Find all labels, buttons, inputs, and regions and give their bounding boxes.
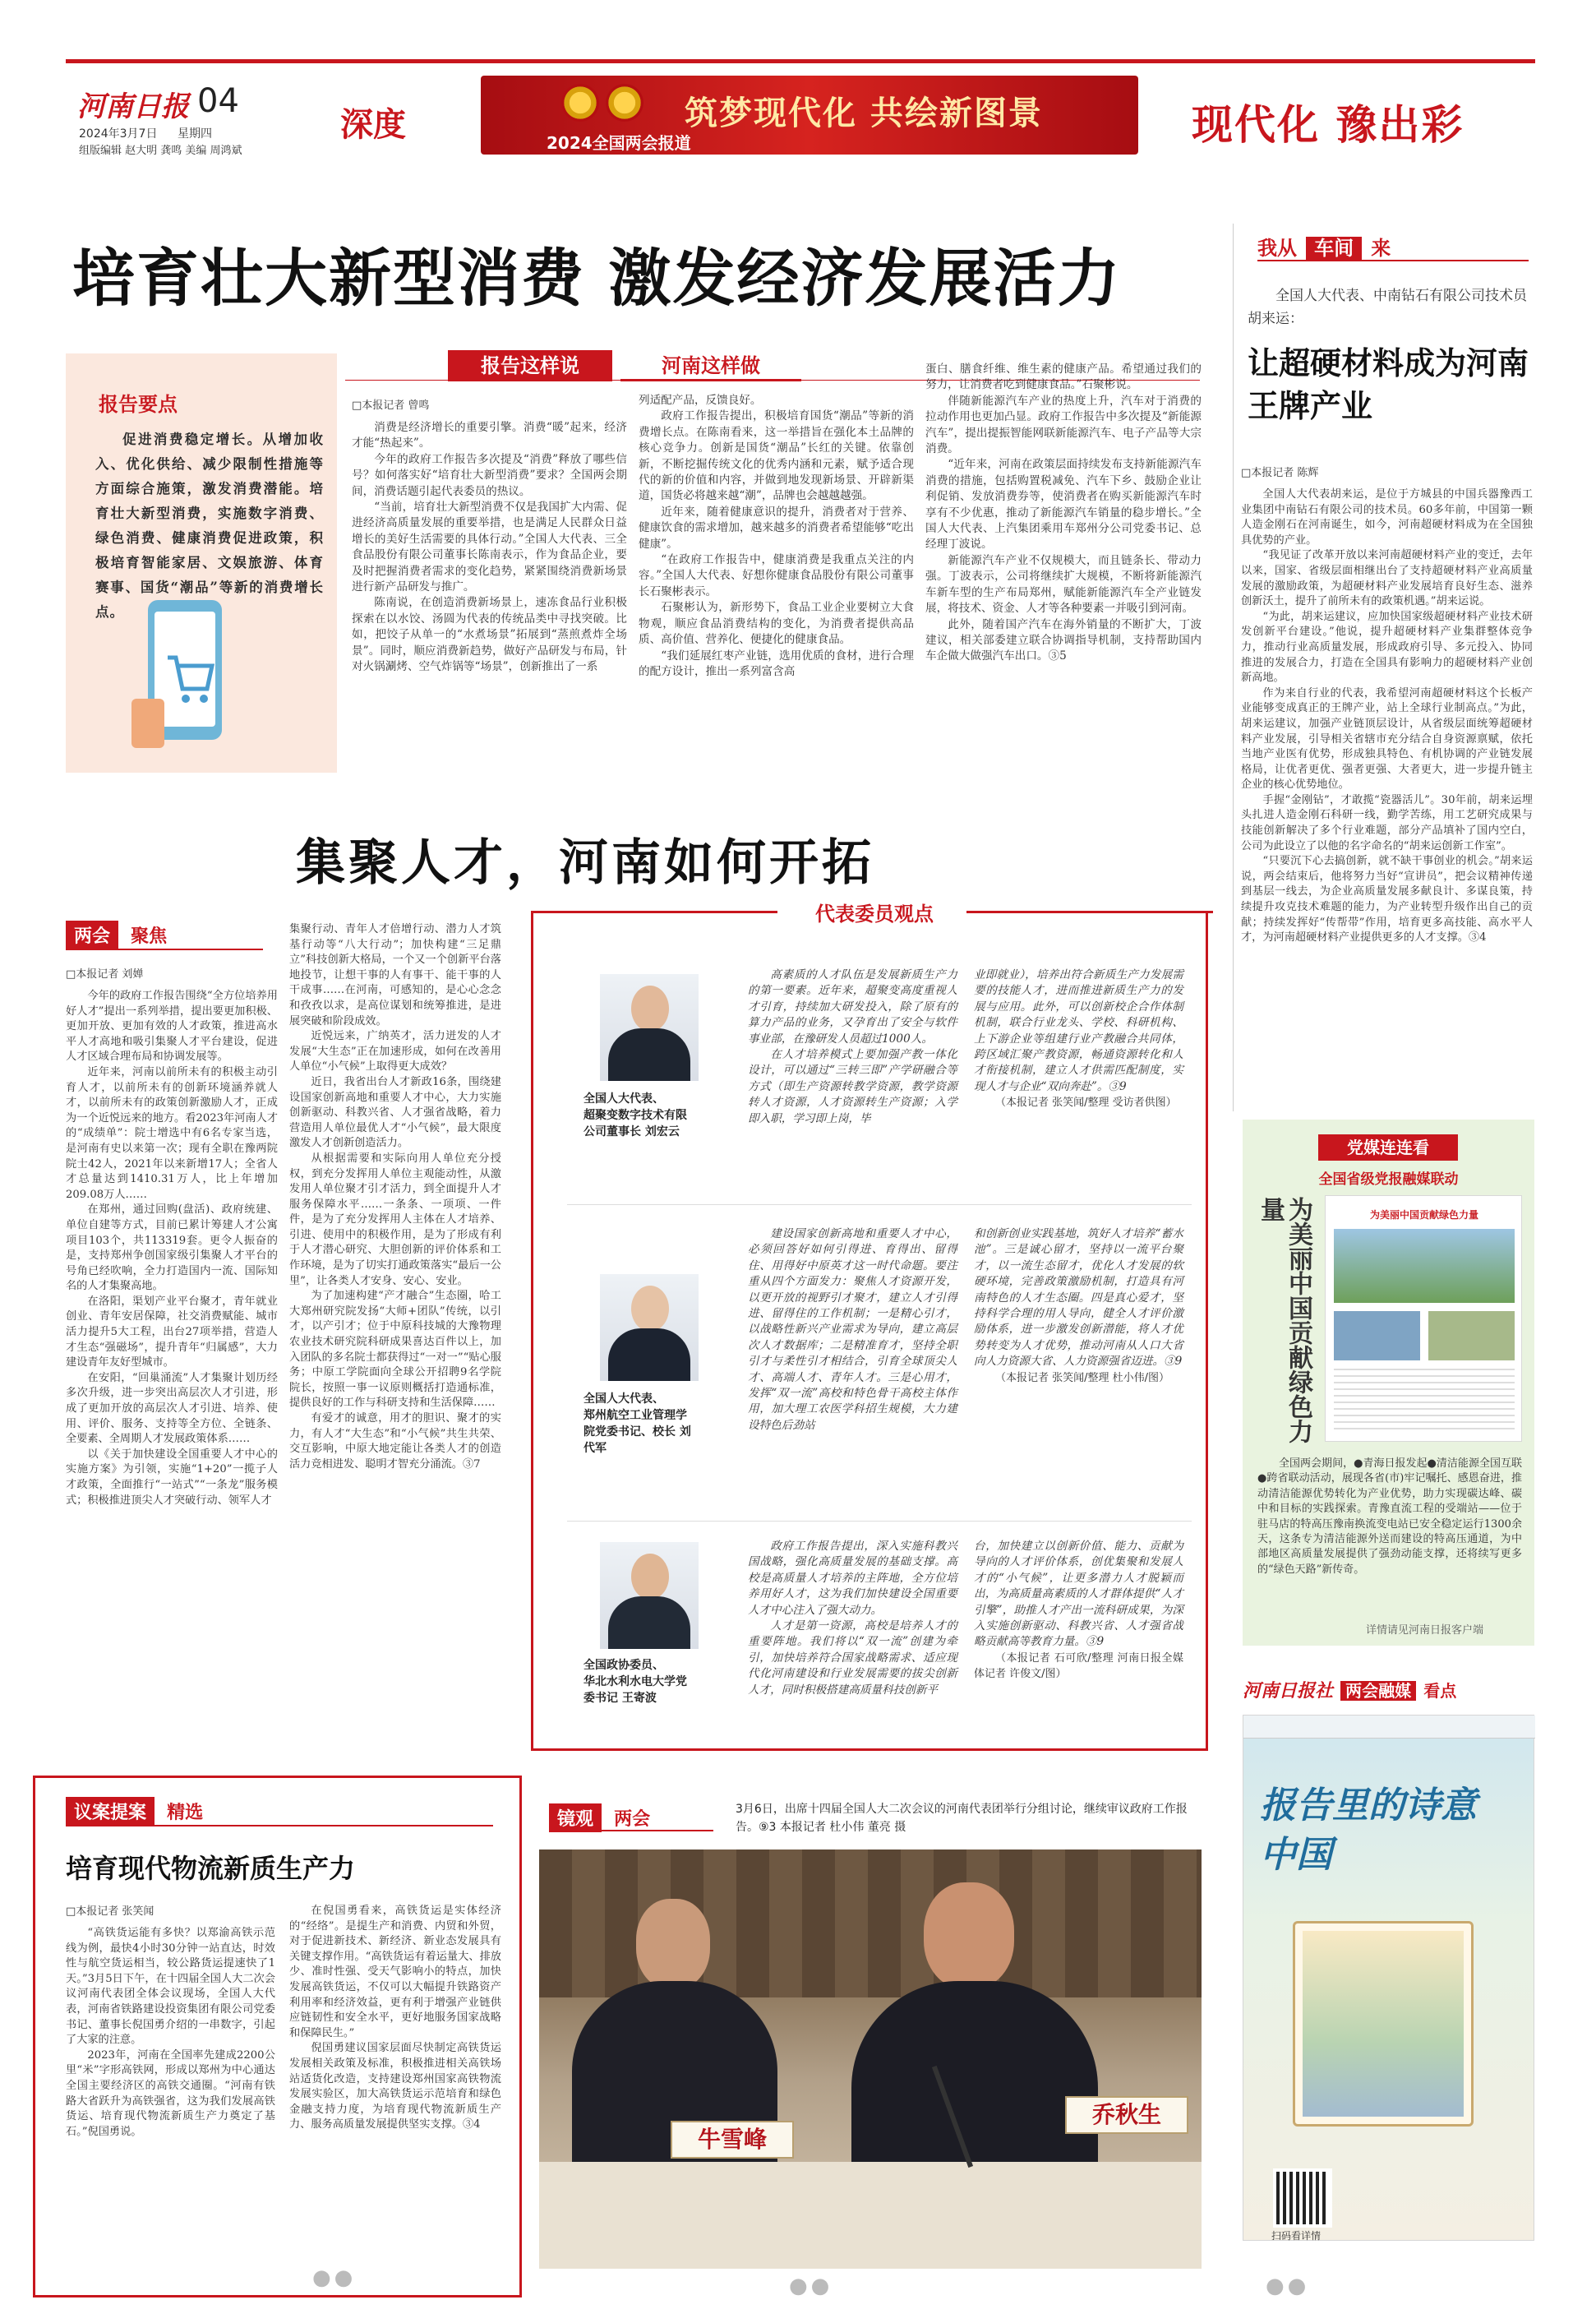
paragraph: 为了加速构建“产才融合”生态圈，哈工大郑州研究院发扬“大师+团队”传统，以引才，以产引才；位于中原科技城的大豫物理农业技术研究院科研成果喜达百件以上，加入团队的多名院士都获得过“一对一”“贴心服务；中原工学院面向全球公开招聘9名学院院长，按照一事一议原则概括打造通标准，提供良好的工作与科研支持和生活保障…… <box>289 1290 501 1410</box>
view-person-line: 代军 <box>584 1442 607 1455</box>
proposal-col2-text <box>289 1904 501 2133</box>
mini-photo <box>1334 1311 1420 1360</box>
green-box-vertical-title: 为美丽中国贡献绿色力量 <box>1256 1197 1312 1443</box>
proposal-column-1 <box>66 1899 275 2140</box>
paragraph: 有爱才的诚意，用才的胆识、聚才的实力，有人才“大生态”和“小气候”共生共荣、交互影响，中原大地定能让各类人才的创造活力竞相进发、聪明才智充分涌流。③7 <box>289 1412 501 1471</box>
person-right-head <box>924 1882 1014 1989</box>
paragraph: 在人才培养模式上要加强产教一体化设计，可以通过“三转三即”产学研融合等方式（即生产资源转教学资源，教学资源转人才资源，人才资源转生产资源；入学即入职，学习即上岗，毕 <box>748 1048 957 1125</box>
talent-tag-left: 两会 <box>66 921 118 949</box>
talent-byline: □本报记者 刘婵 <box>66 968 144 981</box>
qr-code-icon[interactable] <box>1276 2172 1329 2224</box>
paragraph: 建设国家创新高地和重要人才中心，必须回答好如何引得进、育得出、留得住、用得好中原英才这一时代命题。要注重从四个方面发力：聚焦人才资源开发，以更开放的视野引才聚才，建立人才引得进、留得住的工作机制；一是精心引才，以战略性新兴产业需求为导向，建立高层次人才数据库；二是精准育才，坚持全职引才与柔性引才相结合，引育全球顶尖人才、高端人才、青年人才。三是心用才，发挥“双一流”高校和特色骨干高校主体作用，加大理工农医学科招生规模，大力建设特色后劲站 <box>748 1227 957 1432</box>
paragraph: 作为来自行业的代表，我希望河南超硬材料这个长板产业能够变成真正的王牌产业，站上全球行业制高点。”为此，胡来运建议，加强产业链顶层设计，从省级层面统筹超硬材料产业发展，引导相关省辖市充分结合自身资源禀赋，依托当地产业医有优势，形成独具特色、有机协调的产业链发展格局，让优者更优、强者更强、大者更大，进一步提升链主企业的核心优势地位。 <box>1241 686 1533 792</box>
view-quote-col1 <box>748 1226 957 1434</box>
side-tag <box>1257 232 1391 260</box>
banner-main-title: 筑梦现代化 共绘新图景 <box>685 94 1043 132</box>
side-body <box>1241 460 1533 946</box>
lead-col1-text <box>352 420 627 676</box>
report-box <box>66 353 337 773</box>
paragraph: 伴随新能源汽车产业的热度上升，汽车对于消费的拉动作用也更加凸显。政府工作报告中多次提及“新能源汽车”，提出提振智能网联新能源汽车、电子产品等大宗消费。 <box>925 394 1202 456</box>
paragraph: 消费是经济增长的重要引擎。消费“暖”起来，经济才能“热起来”。 <box>352 421 627 450</box>
page-number: 04 <box>197 82 239 120</box>
views-top-rule-left <box>531 911 777 913</box>
side-tag-rule <box>1257 260 1529 261</box>
green-box-subtitle: 全国省级党报融媒联动 <box>1318 1171 1459 1188</box>
green-box-tab: 党媒连连看 <box>1318 1134 1458 1161</box>
portrait-photo <box>600 1274 699 1381</box>
side-text <box>1241 487 1533 946</box>
proposal-tag <box>66 1797 493 1826</box>
paragraph: 蛋白、膳食纤维、维生素的健康产品。希望通过我们的努力，让消费者吃到健康食品。”石聚彬说。 <box>925 363 1202 392</box>
proposal-tag-right: 精选 <box>167 1803 204 1823</box>
view-divider <box>567 1204 1192 1205</box>
green-mini-paper <box>1325 1195 1522 1442</box>
view-person-line: 院党委书记、校长 刘 <box>584 1425 691 1439</box>
photo-table <box>539 2162 1202 2269</box>
proposal-column-2 <box>289 1904 501 2133</box>
rongmei-logo: 河南日报社 <box>1243 1680 1334 1702</box>
portrait-body <box>608 1596 690 1649</box>
view-quote-col2 <box>974 1226 1183 1386</box>
view-item <box>567 1217 1192 1480</box>
poster-header-bar <box>1243 1716 1535 1739</box>
paragraph: “高铁货运能有多快？以郑渝高铁示范线为例，最快4小时30分钟一站直达，时效性与航空货运相当，较公路货运提速快了1天。”3月5日下午，在十四届全国人大二次会议河南代表团全体会议现场，全国人大代表，河南省铁路建设投资集团有限公司党委书记、董事长倪国勇介绍的一串数字，引起了大家的注意。 <box>66 1927 275 2047</box>
lead-headline: 培育壮大新型消费 激发经济发展活力 <box>72 242 1122 315</box>
paragraph: 近日，我省出台人才新政16条，围绕建设国家创新高地和重要人才中心，大力实施创新驱动、科教兴省、人才强省战略，着力营造用人单位最优人才“小气候”，最大限度激发人才创新创造活力。 <box>289 1075 501 1150</box>
paragraph: 2023年，河南在全国率先建成2200公里“米”字形高铁网，形成以郑州为中心通达全国主要经济区的高铁交通圈。“河南有铁路大省跃升为高铁强省，这为我们发展高铁货运、培育现代物流新质生产力奠定了基石。”倪国勇说。 <box>66 2048 275 2138</box>
paragraph: “我们延展红枣产业链，选用优质的食材，进行合理的配方设计，推出一系列富含高 <box>639 649 914 678</box>
news-photo <box>539 1850 1202 2269</box>
portrait-photo <box>600 974 699 1081</box>
issue-weekday: 星期四 <box>178 127 212 141</box>
talent-tag <box>66 921 263 950</box>
paragraph: 在安阳，“回巢涌流”人才集聚计划历经多次升级，进一步突出高层次人才引进，形成了更加开放的高层次人才引进、培养、使用、评价、服务、支持等全方位、全链条、全要素、全周期人才发展政策体系…… <box>66 1371 278 1446</box>
paragraph: 石聚彬认为，新形势下，食品工业企业要树立大食物观，顺应食品消费结构的变化，为消费者提供高品质、高价值、营养化、便捷化的健康食品。 <box>639 601 914 647</box>
paragraph: 在洛阳，渠划产业平台聚才，青年就业创业、青年安居保障，社交消费赋能、城市活力提升5大工程，出台27项举措，营造人才生态“强磁场”，提升青年“归属感”，大力建设青年友好型城市。 <box>66 1295 278 1369</box>
paragraph: 人才是第一资源，高校是培养人才的重要阵地。我们将以“双一流”创建为牵引，加快培养符合国家战略需求、适应现代化河南建设和行业发展需要的拔尖创新人才，同时积极搭建高质量科技创新平 <box>748 1619 957 1697</box>
side-tag-mid: 车间 <box>1306 237 1362 260</box>
view-credit: （本报记者 石可欣/整理 河南日报全媒体记者 许俊文/图） <box>974 1651 1183 1681</box>
lead-byline: □本报记者 曾鸣 <box>352 399 430 412</box>
paragraph: “我见证了改革开放以来河南超硬材料产业的变迁，去年以来，国家、省级层面相继出台了支持超硬材料产业高质量发展的激励政策，为超硬材料产业发展培育良好生态、滋养创新沃土，提升了前所未有的政策机遇。”胡来运说。 <box>1241 549 1533 608</box>
side-tag-left: 我从 <box>1257 237 1297 260</box>
paragraph: 全国人大代表胡来运，是位于方城县的中国兵器豫西工业集团中南钻石有限公司的技术员。60多年前，中国第一颗人造金刚石在河南诞生，如今，河南超硬材料成为在全国独具优势的产业。 <box>1241 488 1533 547</box>
paragraph: 业即就业），培养出符合新质生产力发展需要的技能人才，进而推进新质生产力的发展与应用。此外，可以创新校企合作体制机制，联合行业龙头、学校、科研机构、上下游企业等组建行业产教融合共同体，跨区域汇聚产教资源，畅通资源转化和人才衔接机制，建立人才供需匹配制度，实现人才与企业“双向奔赴”。③9 <box>974 968 1183 1093</box>
talent-col1-text <box>66 989 278 1508</box>
emblem-icon <box>561 84 599 122</box>
side-headline: 让超硬材料成为河南王牌产业 <box>1248 344 1529 424</box>
paragraph: “为此，胡来运建议，应加快国家级超硬材料产业技术研发创新平台建设。”他说，提升超硬材料产业集群整体竞争力，推动行业高质量发展，形成政府引导、多元投入、协同推进的发展合力，打造在全国具有影响力的超硬材料产业创新高地。 <box>1241 610 1533 685</box>
person-left-head <box>636 1899 710 1989</box>
page-dots: ●● <box>789 2274 833 2298</box>
paragraph: 列适配产品，反馈良好。 <box>639 394 762 407</box>
view-person <box>584 1657 731 1706</box>
rongmei-header <box>1243 1677 1534 1706</box>
banner <box>481 76 1138 155</box>
banner-subtitle: 2024全国两会报道 <box>547 133 691 153</box>
paragraph: 新能源汽车产业不仅规模大，而且链条长、带动力强。丁波表示，公司将继续扩大规模，不断将新能源汽车新车型的生产布局郑州，赋能新能源汽车全产业链发展，将技术、资金、人才等各种要素一并吸引到河南。 <box>925 553 1202 616</box>
talent-column-1 <box>66 962 278 1508</box>
lead-col2-text <box>639 393 914 680</box>
paper-logo: 河南日报 <box>77 90 189 123</box>
paragraph: 陈南说，在创造消费新场景上，速冻食品行业积极探索在以水饺、汤圆为代表的传统品类中寻找突破。比如，把饺子从单一的“水煮场景”拓展到“蒸煎煮炸全场景”。同时，顺应消费新趋势，做好产品研发与布局，针对火锅涮烤、空气炸锅等“场景”，创新推出了一系 <box>352 596 627 674</box>
rongmei-poster[interactable] <box>1243 1715 1534 2241</box>
qr-label: 扫码看详情 <box>1271 2230 1322 2242</box>
shopping-phone-icon <box>131 600 243 756</box>
masthead <box>66 67 1535 158</box>
paragraph: “只要沉下心去搞创新，就不缺干事创业的机会。”胡来运说，两会结束后，他将努力当好“宣讲员”，把会议精神传递到基层一线去，为企业高质量发展多献良计、多谋良策，持续提升攻克技术难题的能力，为产业转型升级作出自己的贡献；持续发挥好“传帮带”作用，培育更多高技能、高水平人才，为河南超硬材料产业提供更多的人才支撑。③4 <box>1241 855 1533 944</box>
report-box-title: 报告要点 <box>99 393 178 416</box>
talent-col2-text <box>289 922 501 1472</box>
paragraph: 集聚行动、青年人才倍增行动、潜力人才筑基行动等“八大行动”；加快构建“三足鼎立”科技创新大格局，一个又一个创新平台落地投节，让想干事的人有事干、能干事的人干成事……在河南，可感知的，是心心念念和孜孜以求，是高位谋划和统筹推进，是进展突破和阶段成效。 <box>289 923 501 1028</box>
paragraph: 手握“金刚钻”，才敢揽“瓷器活儿”。30年前，胡来运埋头扎进人造金刚石科研一线，勤学苦练，用工艺研究成果与技能创新解决了多个行业难题，部分产品填补了国内空白，公司为此设立了以他的名字命名的“胡来运创新工作室”。 <box>1241 793 1533 852</box>
view-person-line: 郑州航空工业管理学 <box>584 1409 687 1422</box>
views-title: 代表委员观点 <box>815 903 934 926</box>
page-dots: ●● <box>1266 2274 1310 2298</box>
side-column-rule <box>1233 224 1234 1111</box>
portrait-head <box>631 1286 669 1332</box>
rongmei-tail: 看点 <box>1423 1681 1457 1701</box>
view-person <box>584 1391 731 1457</box>
side-intro: 全国人大代表、中南钻石有限公司技术员胡来运： <box>1248 288 1527 327</box>
photo-tag-left: 镜观 <box>549 1803 602 1832</box>
paragraph: 今年的政府工作报告围绕“全方位培养用好人才”提出一系列举措，提出要更加积极、更加开放、更加有效的人才政策，推进高水平人才高地和吸引集聚人才平台建设，促进人才区域合理布局和协调发展等。 <box>66 990 278 1064</box>
paragraph: 从根据需要和实际向用人单位充分授权，到充分发挥用人单位主观能动性，从激发用人单位聚才引才活力，到全面提升人才服务保障水平……一条条、一项项、一件件，是为了充分发挥用人主体在人才培养、引进、使用中的积极作用，是为了形成有利于人才潜心研究、大胆创新的评价体系和工作环境，是为了切实打通政策落实“最后一公里”，让各类人才安身、安心、安业。 <box>289 1152 501 1287</box>
paragraph: 在郑州，通过回购(盘活)、政府统建、单位自建等方式，目前已累计筹建人才公寓项目103个，共113319套。更令人振奋的是，支持郑州争创国家级引集聚人才平台的号角已经吹响，全力打造国内一流、国际知名的人才集聚高地。 <box>66 1203 278 1293</box>
lead-column-1 <box>352 393 627 676</box>
portrait-head <box>631 986 669 1032</box>
proposal-byline: □本报记者 张笑闻 <box>66 1905 155 1918</box>
paragraph: 高素质的人才队伍是发展新质生产力的第一要素。近年来，超聚变高度重视人才引育，持续加大研发投入，除了原有的算力产品的业务，又孕育出了安全与软件事业部，在豫研发人员超过1000人。 <box>748 968 957 1046</box>
view-quote-col1 <box>748 967 957 1127</box>
section-label: 深度 <box>340 105 406 144</box>
paragraph: 政府工作报告提出，深入实施科教兴国战略，强化高质量发展的基础支撑。高校是高质量人才培养的主阵地，全方位培养用好人才，这为我们加快建设全国重要人才中心注入了强大动力。 <box>748 1540 957 1617</box>
view-person-line: 华北水利水电大学党 <box>584 1675 687 1688</box>
view-person-line: 全国人大代表、 <box>584 1392 664 1406</box>
paragraph: 在倪国勇看来，高铁货运是实体经济的“经络”。是提生产和消费、内贸和外贸，对于促进新技术、新经济、新业态发展具有关键支撑作用。“高铁货运有着运量大、排放少、准时性强、受天气影响小的特点，加快发展高铁货运，不仅可以大幅提升铁路资产利用率和经济效益，更有利于增强产业链供应链韧性和安全水平，更好地服务国家战略和保障民生。” <box>289 1905 501 2039</box>
tab-henan: 河南这样做 <box>620 350 801 381</box>
poster-title: 报告里的诗意中国 <box>1260 1785 1477 1876</box>
view-person-line: 超聚变数字技术有限 <box>584 1109 687 1122</box>
view-person <box>584 1091 731 1140</box>
mini-photo <box>1334 1229 1515 1303</box>
portrait-body <box>608 1328 690 1381</box>
view-credit: （本报记者 张笑闻/整理 受访者供图） <box>995 1097 1177 1110</box>
view-person-line: 公司董事长 刘宏云 <box>584 1125 680 1138</box>
portrait-photo <box>600 1542 699 1649</box>
green-box-text <box>1257 1457 1522 1577</box>
proposal-col1-text <box>66 1926 275 2140</box>
poster-scroll-art <box>1303 1931 1464 2117</box>
mini-text-lines <box>1334 1369 1515 1434</box>
paragraph: 近年来，河南以前所未有的积极主动引育人才，以前所未有的创新环境涵养就人才，以前所未有的政策创新激励人才，正成为一个近悦远来的地方。看2023年河南人才的“成绩单”：院士增选中有6名专家当选，是河南有史以来第一次；现有全职在豫两院院士42人，2021年以来新增17人；全省人才总量达到1410.31万人，比上年增加209.08万人…… <box>66 1065 278 1201</box>
page-dots: ●● <box>312 2265 357 2290</box>
view-quote-col2 <box>974 1539 1183 1683</box>
paragraph: 台，加快建立以创新价值、能力、贡献为导向的人才评价体系，创优集聚和发展人才的“小气候”，让更多潜力人才脱颖而出，为高质量高素质的人才群体提供“人才引擎”，助推人才产出一流科研成果，为深入实施创新驱动、科教兴省、人才强省战略贡献高等教育力量。③9 <box>974 1540 1183 1649</box>
proposal-headline: 培育现代物流新质生产力 <box>66 1853 356 1884</box>
view-person-line: 委书记 王寄波 <box>584 1692 657 1705</box>
side-byline: □本报记者 陈辉 <box>1241 467 1319 479</box>
mini-paper-title: 为美丽中国贡献绿色力量 <box>1369 1209 1478 1221</box>
side-tag-right: 来 <box>1371 237 1391 260</box>
nameplate-right: 乔秋生 <box>1065 2096 1188 2134</box>
emblem-icon <box>606 84 643 122</box>
view-item <box>567 1531 1192 1744</box>
photo-tag <box>549 1803 713 1831</box>
nameplate-left: 牛雪峰 <box>671 2121 794 2159</box>
views-top-rule-right <box>966 911 1213 913</box>
rongmei-label: 两会融媒 <box>1340 1681 1416 1701</box>
view-item <box>567 958 1192 1196</box>
view-person-line: 全国政协委员、 <box>584 1659 664 1672</box>
view-quote-col1 <box>748 1539 957 1698</box>
paragraph: 近悦远来，广纳英才，活力迸发的人才发展“大生态”正在加速形成，如何在改善用人单位“小气候”上取得更大成效？ <box>289 1030 501 1074</box>
slogan: 现代化 豫出彩 <box>1192 100 1465 149</box>
tab-report: 报告这样说 <box>448 350 612 381</box>
paragraph: 近年来，随着健康意识的提升，消费者对于营养、健康饮食的需求增加，越来越多的消费者希望能够“吃出健康”。 <box>639 505 914 551</box>
paragraph: 政府工作报告提出，积极培育国货“潮品”等新的消费增长点。在陈南看来，这一举措旨在强化本土品牌的核心竞争力。创新是国货“潮品”长红的关键。依靠创新，不断挖掘传统文化的优秀内涵和元素，赋予适合现代的新的价值和内容，并做到地发现新场景、开辟新渠道，国货必将越来越“潮”，品牌也会越越越强。 <box>639 409 914 503</box>
view-divider <box>567 1521 1192 1522</box>
mini-photo <box>1428 1311 1515 1360</box>
lead-column-2 <box>639 393 914 680</box>
proposal-tag-left: 议案提案 <box>66 1797 155 1826</box>
paragraph: 以《关于加快建设全国重要人才中心的实施方案》为引领，实施“1+20”一揽子人才政策，全面推行“一站式”“一条龙”服务模式；积极推进顶尖人才突破行动、领军人才 <box>66 1448 278 1507</box>
paragraph: 和创新创业实践基地，筑好人才培养“蓄水池”。三是诚心留才，坚持以一流平台聚才，以一流生态留才，优化人才发展的软硬环境，完善政策激励机制，打造具有河南特色的人才生态圈。四是真心爱才，坚持科学合理的用人导向，健全人才评价激励体系，进一步激发创新潜能，将人才优势转变为人才优势，推动河南从人口大省向人力资源大省、人力资源强省迈进。③9 <box>974 1227 1183 1369</box>
lead-column-3 <box>925 362 1202 665</box>
paragraph: “近年来，河南在政策层面持续发布支持新能源汽车消费的措施，包括购置税减免、汽车下乡、鼓励企业让利促销、发放消费券等，使消费者在购买新能源汽车时享有不少优惠，推动了新能源汽车销量的稳步增长。”全国人大代表、上汽集团乘用车郑州分公司党委书记、总经理丁波说。 <box>925 458 1202 552</box>
photo-caption: 3月6日，出席十四届全国人大二次会议的河南代表团举行分组讨论，继续审议政府工作报告。⑨3 本报记者 杜小伟 董亮 摄 <box>736 1803 1188 1834</box>
report-box-text: 促进消费稳定增长。从增加收入、优化供给、减少限制性措施等方面综合施策，激发消费潜能。培育壮大新型消费，实施数字消费、绿色消费、健康消费促进政策，积极培育智能家居、文娱旅游、体育赛事、国货“潮品”等新的消费增长点。 <box>95 432 324 620</box>
portrait-body <box>608 1028 690 1081</box>
green-box-footer: 详情请见河南日报客户端 <box>1366 1624 1484 1637</box>
paragraph: 全国两会期间，●青海日报发起●清洁能源全国互联●跨省联动活动，展现各省(市)牢记嘱托、感恩奋进，推动清洁能源优势转化为产业优势，助力实现碳达峰、碳中和目标的实践探索。青豫直流工程的受端站——位于驻马店的特高压豫南换流变电站已安全稳定运行1300余天，这条专为清洁能源外送而建设的特高压通道，为中部地区高质量发展提供了强劲动能支撑，还将续写更多的“绿色天路”新传奇。 <box>1257 1457 1522 1576</box>
photo-tag-right: 两会 <box>614 1809 651 1830</box>
top-red-rule <box>66 59 1535 63</box>
talent-headline: 集聚人才，河南如何开拓 <box>296 834 874 892</box>
view-credit: （本报记者 张笑闻/整理 杜小伟/图） <box>995 1371 1170 1384</box>
talent-tag-right: 聚焦 <box>131 926 168 947</box>
portrait-head <box>631 1554 669 1600</box>
lead-tabs <box>448 350 801 381</box>
paragraph: 此外，随着国产汽车在海外销量的不断扩大，丁波建议，相关部委建立联合协调指导机制，支持帮助国内车企做大做强汽车出口。③5 <box>925 617 1202 663</box>
paragraph: “当前，培育壮大新型消费不仅是我国扩大内需、促进经济高质量发展的重要举措，也是满足人民群众日益增长的美好生活需要的具体行动。”全国人大代表、三全食品股份有限公司董事长陈南表示，作为食品企业，要及时把握消费者需求的变化趋势，紧紧围绕消费新场景进行新产品研发与推广。 <box>352 501 627 594</box>
paragraph: 今年的政府工作报告多次提及“消费”释放了哪些信号？如何落实好“培育壮大新型消费”要求？全国两会期间，消费话题引起代表委员的热议。 <box>352 452 627 498</box>
editors-line: 组版编辑 赵大明 龚鸣 美编 周鸿斌 <box>79 145 242 157</box>
lead-col3-text <box>925 362 1202 665</box>
paragraph: “在政府工作报告中，健康消费是我重点关注的内容。”全国人大代表、好想你健康食品股份有限公司董事长石聚彬表示。 <box>639 553 914 598</box>
view-person-line: 全国人大代表、 <box>584 1092 664 1106</box>
green-box <box>1243 1120 1534 1646</box>
issue-date: 2024年3月7日 <box>79 127 158 141</box>
paragraph: 倪国勇建议国家层面尽快制定高铁货运发展相关政策及标准，积极推进相关高铁场站适货化改造，支持建设郑州国家高铁物流发展实验区，加大高铁货运示范培育和绿色金融支持力度，为培育现代物流新质生产力、服务高质量发展提供坚实支撑。③4 <box>289 2042 501 2131</box>
talent-column-2 <box>289 922 501 1472</box>
view-quote-col2 <box>974 967 1183 1111</box>
